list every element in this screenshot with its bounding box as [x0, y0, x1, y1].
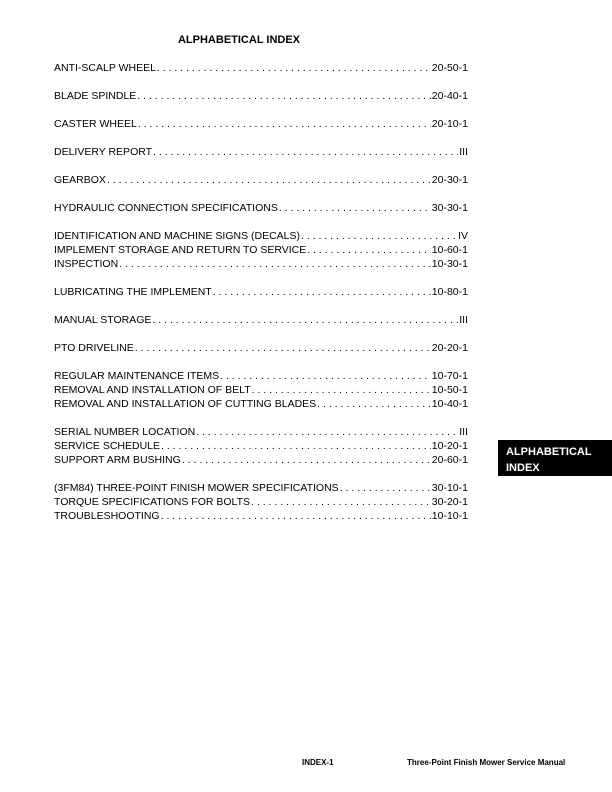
index-entry-label: GEARBOX: [54, 174, 106, 186]
index-group: [54, 173, 468, 187]
index-entry-page: 20-30-1: [431, 174, 468, 186]
index-entry-page: 30-30-1: [431, 202, 468, 214]
dot-leader: [107, 173, 431, 187]
index-group: [54, 61, 468, 75]
index-entry-label: PTO DRIVELINE: [54, 342, 134, 354]
index-entry: [54, 201, 468, 215]
index-entry-page: 20-20-1: [431, 342, 468, 354]
index-entry-page: 10-40-1: [431, 398, 468, 410]
index-entry-page: III: [459, 314, 468, 326]
index-entry: [54, 313, 468, 327]
index-entry: [54, 397, 468, 411]
dot-leader: [119, 257, 431, 271]
index-entry: [54, 369, 468, 383]
index-entry: [54, 341, 468, 355]
index-entry: [54, 285, 468, 299]
footer-page-number: INDEX-1: [302, 758, 334, 767]
dot-leader: [252, 383, 431, 397]
index-group: [54, 285, 468, 299]
index-entry: [54, 117, 468, 131]
index-list: [54, 61, 468, 537]
index-entry: [54, 453, 468, 467]
index-entry: [54, 425, 468, 439]
dot-leader: [196, 425, 458, 439]
index-entry-page: 20-50-1: [431, 62, 468, 74]
index-entry-label: DELIVERY REPORT: [54, 146, 153, 158]
index-entry: [54, 89, 468, 103]
index-entry-page: III: [459, 146, 468, 158]
index-entry-page: 10-10-1: [431, 510, 468, 522]
dot-leader: [138, 117, 431, 131]
index-entry-page: 10-60-1: [431, 244, 468, 256]
index-entry-label: IDENTIFICATION AND MACHINE SIGNS (DECALS): [54, 230, 300, 242]
section-tab-line1: ALPHABETICAL: [506, 446, 592, 458]
index-entry-page: 20-40-1: [431, 90, 468, 102]
index-entry-label: REMOVAL AND INSTALLATION OF BELT: [54, 384, 251, 396]
index-entry-label: (3FM84) THREE-POINT FINISH MOWER SPECIFICATIONS: [54, 482, 339, 494]
index-group: [54, 369, 468, 411]
dot-leader: [317, 397, 431, 411]
dot-leader: [301, 229, 457, 243]
index-entry: [54, 229, 468, 243]
index-entry-label: SERVICE SCHEDULE: [54, 440, 161, 452]
index-group: [54, 341, 468, 355]
index-group: [54, 201, 468, 215]
page-title: ALPHABETICAL INDEX: [177, 34, 301, 46]
index-entry-page: 20-10-1: [431, 118, 468, 130]
index-group: [54, 229, 468, 271]
dot-leader: [182, 453, 431, 467]
dot-leader: [213, 285, 431, 299]
index-group: [54, 145, 468, 159]
index-entry-label: BLADE SPINDLE: [54, 90, 137, 102]
section-tab-line2: INDEX: [506, 462, 540, 474]
index-entry-page: III: [459, 426, 468, 438]
dot-leader: [340, 481, 431, 495]
index-entry-page: 10-30-1: [431, 258, 468, 270]
index-entry-label: IMPLEMENT STORAGE AND RETURN TO SERVICE: [54, 244, 307, 256]
index-entry: [54, 173, 468, 187]
index-entry-label: LUBRICATING THE IMPLEMENT: [54, 286, 212, 298]
dot-leader: [279, 201, 431, 215]
index-group: [54, 481, 468, 523]
index-entry-label: TROUBLESHOOTING: [54, 510, 160, 522]
index-entry-page: 20-60-1: [431, 454, 468, 466]
index-entry: [54, 61, 468, 75]
index-entry: [54, 243, 468, 257]
index-entry: [54, 145, 468, 159]
index-entry-label: TORQUE SPECIFICATIONS FOR BOLTS: [54, 496, 251, 508]
index-entry-label: REMOVAL AND INSTALLATION OF CUTTING BLADES: [54, 398, 317, 410]
dot-leader: [153, 145, 458, 159]
index-entry: [54, 439, 468, 453]
index-entry-label: ANTI-SCALP WHEEL: [54, 62, 156, 74]
index-entry-label: HYDRAULIC CONNECTION SPECIFICATIONS: [54, 202, 278, 214]
index-entry-page: IV: [458, 230, 468, 242]
index-entry-page: 10-20-1: [431, 440, 468, 452]
dot-leader: [152, 313, 458, 327]
dot-leader: [161, 509, 431, 523]
dot-leader: [157, 61, 431, 75]
index-group: [54, 425, 468, 467]
index-entry-label: REGULAR MAINTENANCE ITEMS: [54, 370, 220, 382]
dot-leader: [307, 243, 431, 257]
index-entry-page: 10-70-1: [431, 370, 468, 382]
dot-leader: [135, 341, 431, 355]
dot-leader: [137, 89, 431, 103]
index-entry: [54, 509, 468, 523]
index-entry-page: 10-50-1: [431, 384, 468, 396]
index-entry-page: 30-20-1: [431, 496, 468, 508]
index-entry-label: SERIAL NUMBER LOCATION: [54, 426, 196, 438]
index-entry-label: INSPECTION: [54, 258, 119, 270]
index-entry-label: MANUAL STORAGE: [54, 314, 152, 326]
index-entry: [54, 481, 468, 495]
index-entry-page: 10-80-1: [431, 286, 468, 298]
index-group: [54, 313, 468, 327]
index-entry: [54, 495, 468, 509]
footer-manual-title: Three-Point Finish Mower Service Manual: [407, 758, 566, 767]
index-entry-label: CASTER WHEEL: [54, 118, 137, 130]
index-group: [54, 117, 468, 131]
index-entry: [54, 383, 468, 397]
dot-leader: [251, 495, 431, 509]
index-entry: [54, 257, 468, 271]
index-entry-page: 30-10-1: [431, 482, 468, 494]
dot-leader: [161, 439, 431, 453]
section-tab: [498, 440, 612, 476]
index-entry-label: SUPPORT ARM BUSHING: [54, 454, 181, 466]
index-group: [54, 89, 468, 103]
dot-leader: [220, 369, 431, 383]
